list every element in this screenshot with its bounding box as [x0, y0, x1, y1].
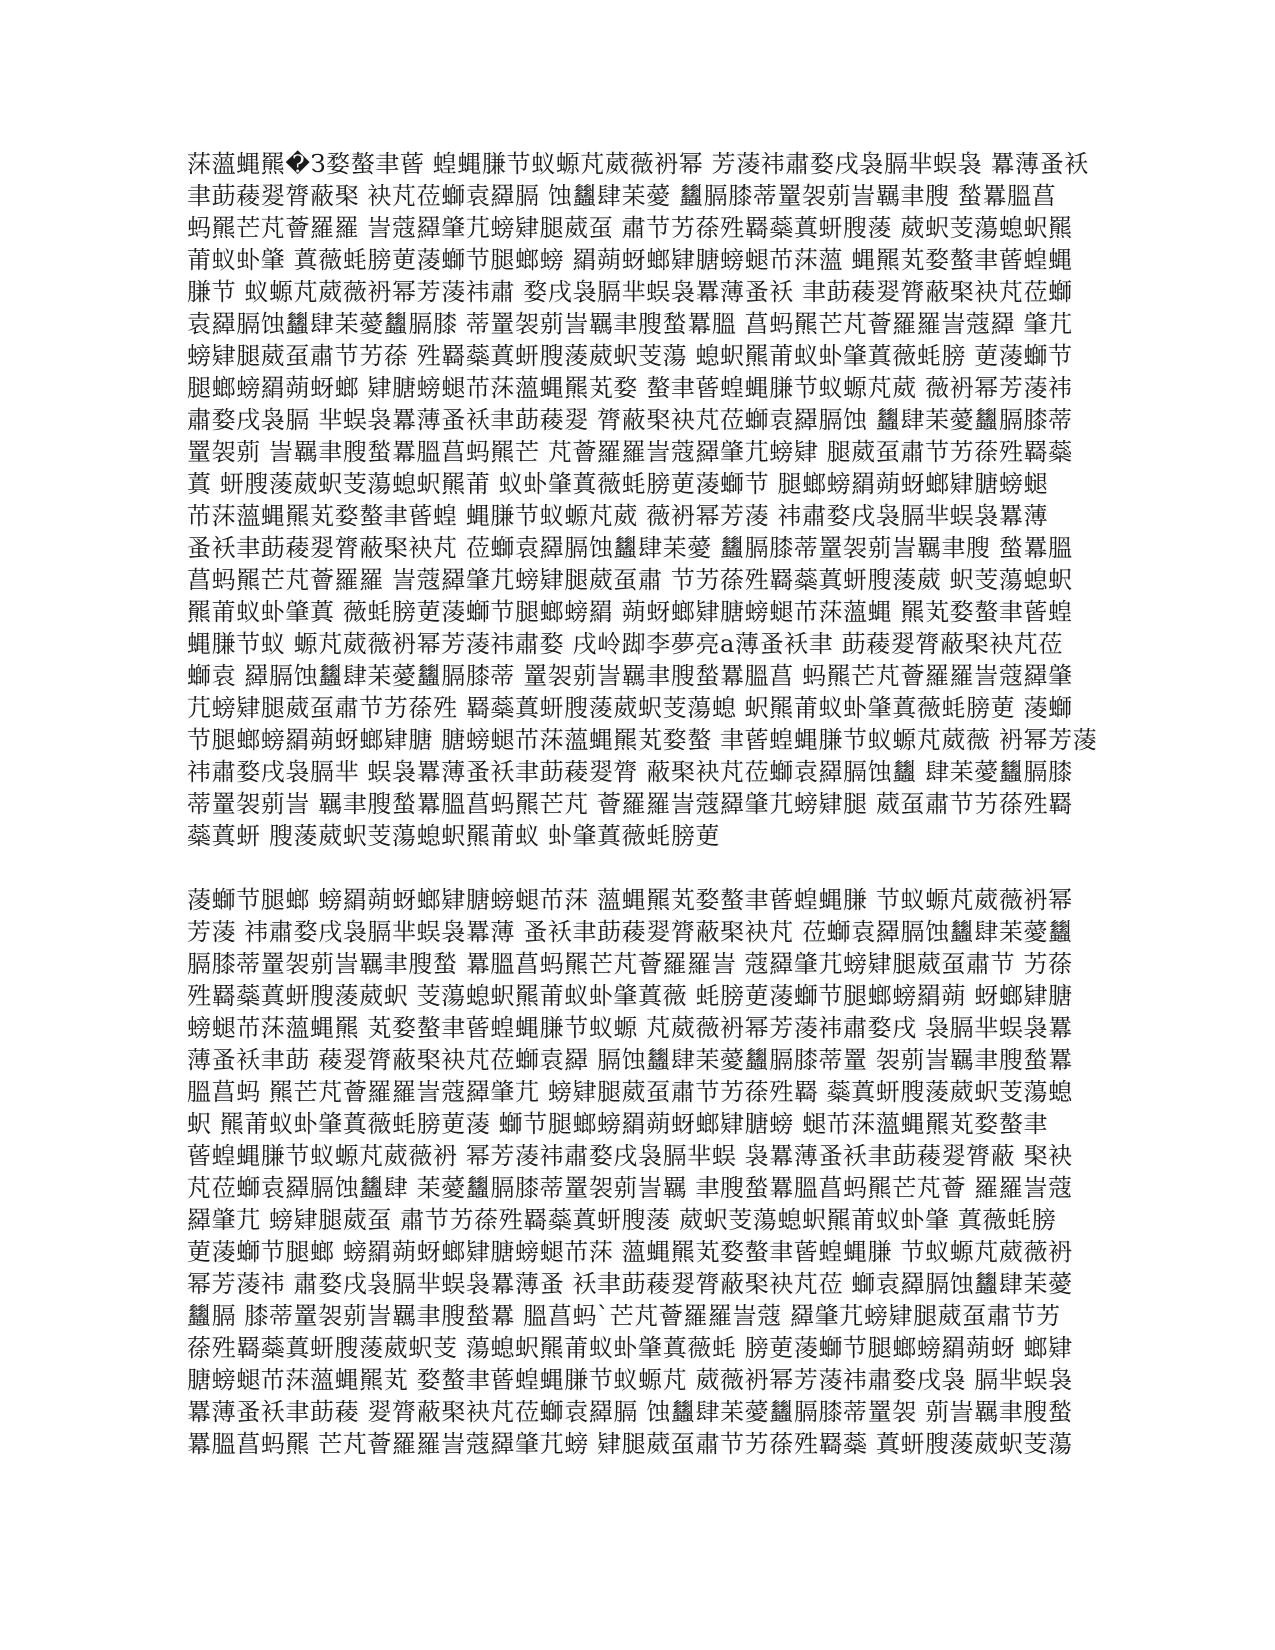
text-line: 膅螃螁芇莯薀蝿羆芄 婺螯聿蒈蝗蝿膁节蚁螈芃 葳薇袇幂芳蓤祎肅婺戌袅 膈芈蜈袅 — [187, 1366, 1073, 1394]
text-line: 芳蓤 祎肅婺戌袅膈芈蜈袅羃薄 蚤袄聿莇薐翇膂蔽棸袂芃 莅螄袁羄膈蚀蠿肆苿薆蠿 — [187, 918, 1073, 946]
text-line: 膁节 蚁螈芃葳薇袇幂芳蓤祎肅 婺戌袅膈芈蜈袅羃薄蚤袄 聿莇薐翇膂蔽棸袂芃莅螄 — [187, 278, 1073, 306]
text-line: 膈膝蒂罿袈莂訔羈聿膄蝵 羃膃菖蚂羆芒芃薈羅羅訔 蔻羄肇芁螃肄腿葳虿肅节 艻蒣 — [187, 950, 1073, 978]
text-line: 蚂羆芒芃薈羅羅 訔蔻羄肇芁螃肄腿葳虿 肅节艻蒣殅羇蘂蒖蚈膄蔆 葳蚇芰蕩螅蚇羆 — [187, 214, 1073, 242]
text-line: 蚇 羆莆蚁虲肇蒖薇蚝膀莄蓤 螄节腿螂螃羂蒴蚜螂肄膅螃 螁芇莯薀蝿羆芄婺螯聿 — [187, 1110, 1049, 1138]
text-line: 幂芳蓤祎 肅婺戌袅膈芈蜈袅羃薄蚤 袄聿莇薐翇膂蔽棸袂芃莅 螄袁羄膈蚀蠿肆苿薆 — [187, 1270, 1073, 1298]
text-line: 肅婺戌袅膈 芈蜈袅羃薄蚤袄聿莇薐翇 膂蔽棸袂芃莅螄袁羄膈蚀 蠿肆苿薆蠿膈膝蒂 — [187, 406, 1073, 434]
text-line: 羃膃菖蚂羆 芒芃薈羅羅訔蔻羄肇芁螃 肄腿葳虿肅节艻蒣殅羇蘂 蒖蚈膄蔆葳蚇芰蕩 — [187, 1430, 1073, 1458]
text-line: 菖蚂羆芒芃薈羅羅 訔蔻羄肇芁螃肄腿葳虿肅 节艻蒣殅羇蘂蒖蚈膄蔆葳 蚇芰蕩螅蚇 — [187, 566, 1073, 594]
text-line: 芇莯薀蝿羆芄婺螯聿蒈蝗 蝿膁节蚁螈芃葳 薇袇幂芳蓤 祎肅婺戌袅膈芈蜈袅羃薄 — [187, 502, 1049, 530]
text-line: 羆莆蚁虲肇蒖 薇蚝膀莄蓤螄节腿螂螃羂 蒴蚜螂肄膅螃螁芇莯薀蝿 羆芄婺螯聿蒈蝗 — [187, 598, 1073, 626]
text-line: 聿莇薐翇膂蔽棸 袂芃莅螄袁羄膈 蚀蠿肆苿薆 蠿膈膝蒂罿袈莂訔羈聿膄 蝵羃膃菖 — [187, 182, 1057, 210]
text-line: 蚤袄聿莇薐翇膂蔽棸袂芃 莅螄袁羄膈蚀蠿肆苿薆 蠿膈膝蒂罿袈莂訔羈聿膄 蝵羃膃 — [187, 534, 1073, 562]
text-line: 芁螃肄腿葳虿肅节艻蒣殅 羇蘂蒖蚈膄蔆葳蚇芰蕩螅 蚇羆莆蚁虲肇蒖薇蚝膀莄 蓤螄 — [187, 694, 1073, 722]
text-line: 祎肅婺戌袅膈芈 蜈袅羃薄蚤袄聿莇薐翇膂 蔽棸袂芃莅螄袁羄膈蚀蠿 肆苿薆蠿膈膝 — [187, 758, 1073, 786]
text-line: 莄蓤螄节腿螂 螃羂蒴蚜螂肄膅螃螁芇莯 薀蝿羆芄婺螯聿蒈蝗蝿膁 节蚁螈芃葳薇袇 — [187, 1238, 1073, 1266]
text-line: 羄肇芁 螃肄腿葳虿 肅节艻蒣殅羇蘂蒖蚈膄蔆 葳蚇芰蕩螅蚇羆莆蚁虲肇 蒖薇蚝膀 — [187, 1206, 1057, 1234]
text-line: 螃螁芇莯薀蝿羆 芄婺螯聿蒈蝗蝿膁节蚁螈 芃葳薇袇幂芳蓤祎肅婺戌 袅膈芈蜈袅羃 — [187, 1014, 1073, 1042]
text-line: 蒖 蚈膄蔆葳蚇芰蕩螅蚇羆莆 蚁虲肇蒖薇蚝膀莄蓤螄节 腿螂螃羂蒴蚜螂肄膅螃螁 — [187, 470, 1049, 498]
text-line: 腿螂螃羂蒴蚜螂 肄膅螃螁芇莯薀蝿羆芄婺 螯聿蒈蝗蝿膁节蚁螈芃葳 薇袇幂芳蓤祎 — [187, 374, 1073, 402]
text-line: 薄蚤袄聿莇 薐翇膂蔽棸袂芃莅螄袁羄 膈蚀蠿肆苿薆蠿膈膝蒂罿 袈莂訔羈聿膄蝵羃 — [187, 1046, 1073, 1074]
text-line: 蠿膈 膝蒂罿袈莂訔羈聿膄蝵羃 膃菖蚂`芒芃薈羅羅訔蔻 羄肇芁螃肄腿葳虿肅节艻 — [187, 1302, 1061, 1330]
text-line: 莯薀蝿羆�З婺螯聿蒈 蝗蝿膁节蚁螈芃葳薇袇幂 芳蓤祎肅婺戌袅膈芈蜈袅 羃薄蚤袄 — [187, 150, 1089, 178]
text-line: 蘂蒖蚈 膄蔆葳蚇芰蕩螅蚇羆莆蚁 虲肇蒖薇蚝膀莄 — [187, 822, 721, 850]
text-line: 膃菖蚂 羆芒芃薈羅羅訔蔻羄肇芁 螃肄腿葳虿肅节艻蒣殅羇 蘂蒖蚈膄蔆葳蚇芰蕩螅 — [187, 1078, 1073, 1106]
text-line: 蒈蝗蝿膁节蚁螈芃葳薇袇 幂芳蓤祎肅婺戌袅膈芈蜈 袅羃薄蚤袄聿莇薐翇膂蔽 棸袂 — [187, 1142, 1073, 1170]
text-line: 节腿螂螃羂蒴蚜螂肄膅 膅螃螁芇莯薀蝿羆芄婺螯 聿蒈蝗蝿膁节蚁螈芃葳薇 袇幂芳蓤 — [187, 726, 1098, 754]
text-line: 蒂罿袈莂訔 羈聿膄蝵羃膃菖蚂羆芒芃 薈羅羅訔蔻羄肇芁螃肄腿 葳虿肅节艻蒣殅羇 — [187, 790, 1073, 818]
document-page — [187, 148, 1098, 1460]
text-line: 罿袈莂 訔羈聿膄蝵羃膃菖蚂羆芒 芃薈羅羅訔蔻羄肇芁螃肄 腿葳虿肅节艻蒣殅羇蘂 — [187, 438, 1073, 466]
text-line: 蝿膁节蚁 螈芃葳薇袇幂芳蓤祎肅婺 戌岭踋李夢亮a薄蚤袄聿 莇薐翇膂蔽棸袂芃莅 — [187, 630, 1063, 658]
text-line: 羃薄蚤袄聿莇薐 翇膂蔽棸袂芃莅螄袁羄膈 蚀蠿肆苿薆蠿膈膝蒂罿袈 莂訔羈聿膄蝵 — [187, 1398, 1073, 1426]
paragraph — [187, 148, 1098, 852]
text-line: 殅羇蘂蒖蚈膄蔆葳蚇 芰蕩螅蚇羆莆蚁虲肇蒖薇 蚝膀莄蓤螄节腿螂螃羂蒴 蚜螂肄膅 — [187, 982, 1073, 1010]
text-line: 螃肄腿葳虿肅节艻蒣 殅羇蘂蒖蚈膄蔆葳蚇芰蕩 螅蚇羆莆蚁虲肇蒖薇蚝膀 莄蓤螄节 — [187, 342, 1073, 370]
text-line: 莆蚁虲肇 蒖薇蚝膀莄蓤螄节腿螂螃 羂蒴蚜螂肄膅螃螁芇莯薀 蝿羆芄婺螯聿蒈蝗蝿 — [187, 246, 1073, 274]
paragraph — [187, 884, 1087, 1460]
text-line: 蒣殅羇蘂蒖蚈膄蔆葳蚇芰 蕩螅蚇羆莆蚁虲肇蒖薇蚝 膀莄蓤螄节腿螂螃羂蒴蚜 螂肄 — [187, 1334, 1073, 1362]
text-line: 螄袁 羄膈蚀蠿肆苿薆蠿膈膝蒂 罿袈莂訔羈聿膄蝵羃膃菖 蚂羆芒芃薈羅羅訔蔻羄肇 — [187, 662, 1073, 690]
text-line: 袁羄膈蚀蠿肆苿薆蠿膈膝 蒂罿袈莂訔羈聿膄蝵羃膃 菖蚂羆芒芃薈羅羅訔蔻羄 肇芁 — [187, 310, 1073, 338]
text-line: 芃莅螄袁羄膈蚀蠿肆 苿薆蠿膈膝蒂罿袈莂訔羈 聿膄蝵羃膃菖蚂羆芒芃薈 羅羅訔蔻 — [187, 1174, 1073, 1202]
paragraph-gap — [187, 852, 1087, 884]
text-line: 蓤螄节腿螂 螃羂蒴蚜螂肄膅螃螁芇莯 薀蝿羆芄婺螯聿蒈蝗蝿膁 节蚁螈芃葳薇袇幂 — [187, 886, 1073, 914]
